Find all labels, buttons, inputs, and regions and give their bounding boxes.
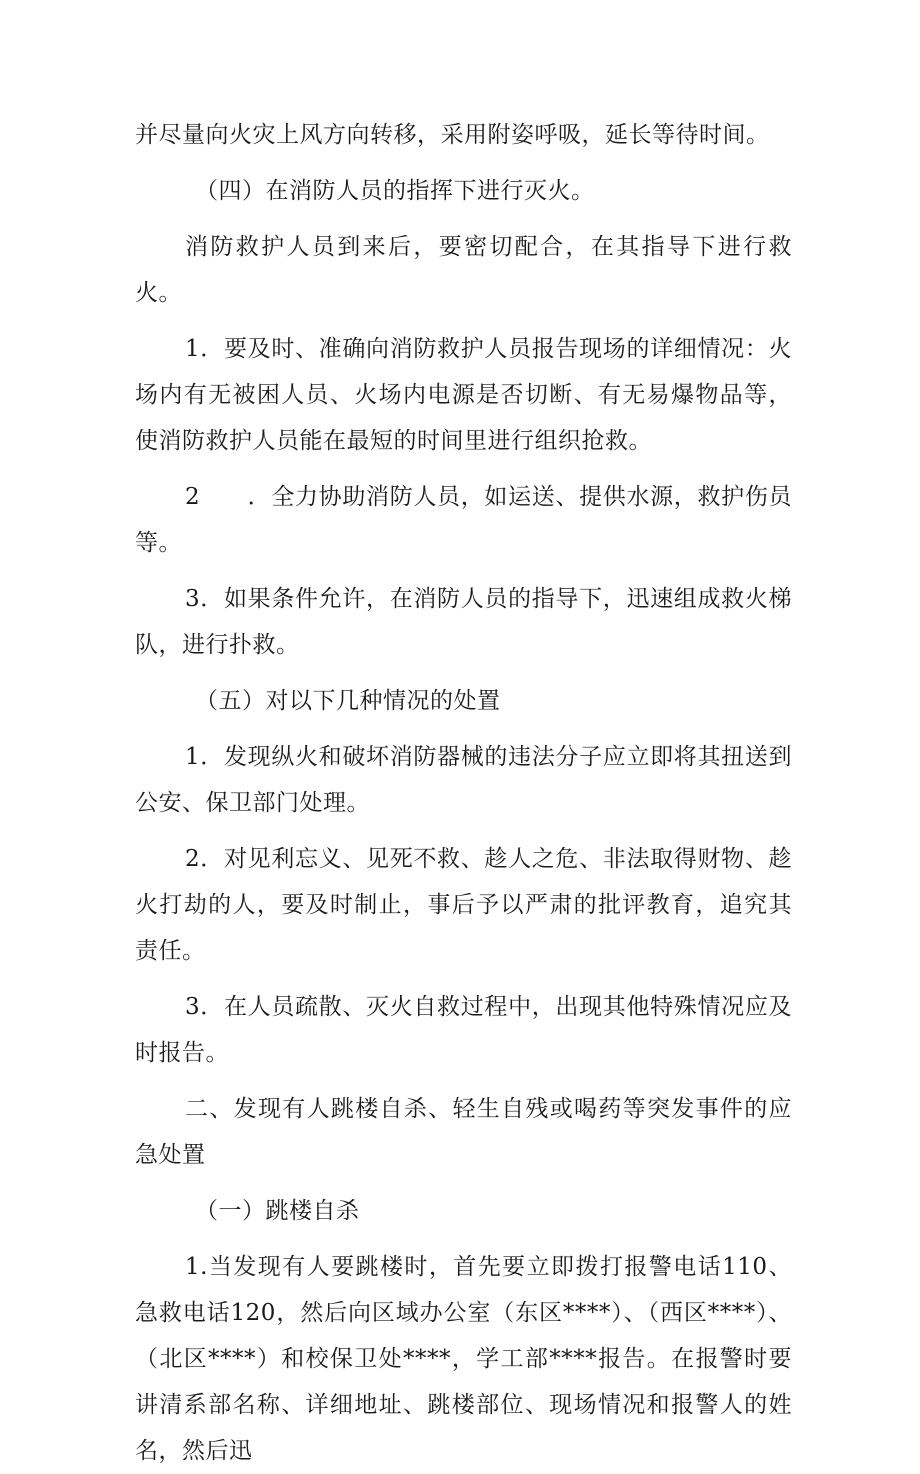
list-item: 2 ．全力协助消防人员，如运送、提供水源，救护伤员等。 xyxy=(135,484,792,556)
list-item: 2．对见利忘义、见死不救、趁人之危、非法取得财物、趁火打劫的人，要及时制止，事后予以严肃的批评教育，追究其责任。 xyxy=(135,846,792,964)
paragraph: 消防救护人员到来后，要密切配合，在其指导下进行救火。 xyxy=(135,234,792,306)
chapter-heading: 二、发现有人跳楼自杀、轻生自残或喝药等突发事件的应急处置 xyxy=(135,1096,792,1168)
paragraph-continuation: 并尽量向火灾上风方向转移，采用附姿呼吸，延长等待时间。 xyxy=(135,122,770,148)
section-heading-4: （四）在消防人员的指挥下进行灭火。 xyxy=(195,178,595,204)
list-item: 1.当发现有人要跳楼时，首先要立即拨打报警电话110、急救电话120，然后向区域办公室（东区****）、（西区****）、（北区****）和校保卫处****，学工部****报告。在报警时要讲清系部名称、详细地址、跳楼部位、现场情况和报警人的姓名，然后迅 xyxy=(135,1254,792,1464)
list-item: 3．如果条件允许，在消防人员的指导下，迅速组成救火梯队，进行扑救。 xyxy=(135,586,792,658)
list-item: 1．要及时、准确向消防救护人员报告现场的详细情况：火场内有无被困人员、火场内电源是否切断、有无易爆物品等，使消防救护人员能在最短的时间里进行组织抢救。 xyxy=(135,336,792,454)
section-heading-5: （五）对以下几种情况的处置 xyxy=(195,688,501,714)
list-item: 1．发现纵火和破坏消防器械的违法分子应立即将其扭送到公安、保卫部门处理。 xyxy=(135,744,792,816)
section-heading-1: （一）跳楼自杀 xyxy=(195,1198,360,1224)
list-item: 3．在人员疏散、灭火自救过程中，出现其他特殊情况应及时报告。 xyxy=(135,994,792,1066)
